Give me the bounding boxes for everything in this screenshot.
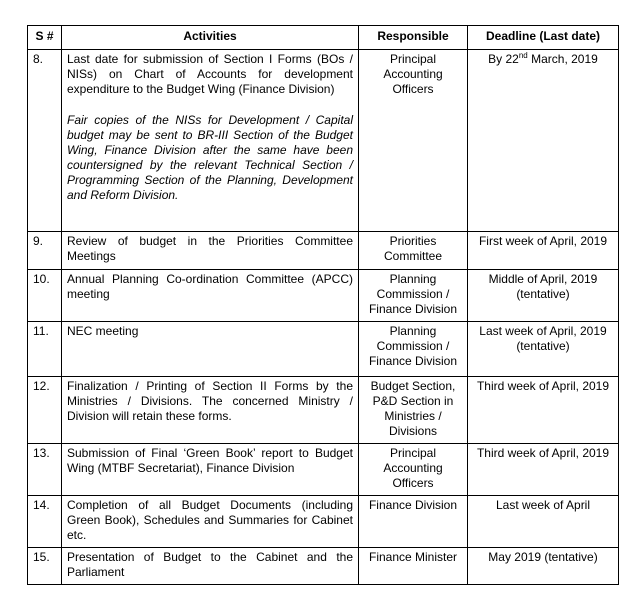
- row-activity: Submission of Final ‘Green Book’ report to Budget Wing (MTBF Secretariat), Finance Division: [62, 444, 359, 496]
- table-row: [28, 548, 619, 585]
- row-activity: NEC meeting: [62, 322, 359, 377]
- row-sn: 12.: [28, 377, 62, 444]
- row-responsible: Finance Division: [359, 496, 468, 548]
- row-deadline: First week of April, 2019: [468, 232, 619, 270]
- header-row: [28, 26, 619, 50]
- header-sn: S #: [28, 26, 62, 50]
- deadline-sup: nd: [518, 51, 528, 60]
- row-sn: 15.: [28, 548, 62, 585]
- activity-note: Fair copies of the NISs for Development / Capital budget may be sent to BR-III Section of the Budget Wing, Finance Division after the same have been countersigned by the relevant Technical Section / Programming Section of the Planning, Development and Reform Division.: [67, 113, 353, 202]
- row-responsible: Priorities Committee: [359, 232, 468, 270]
- header-deadline: Deadline (Last date): [468, 26, 619, 50]
- row-deadline: Third week of April, 2019: [468, 444, 619, 496]
- row-activity: Finalization / Printing of Section II Forms by the Ministries / Divisions. The concerned Ministry / Division will retain these forms.: [62, 377, 359, 444]
- row-deadline: Third week of April, 2019: [468, 377, 619, 444]
- activity-text: Last date for submission of Section I Forms (BOs / NISs) on Chart of Accounts for development expenditure to the Budget Wing (Finance Division): [67, 52, 353, 96]
- budget-schedule-table: [27, 25, 619, 585]
- table-row: [28, 50, 619, 232]
- row-sn: 8.: [28, 50, 62, 232]
- deadline-post: March, 2019: [527, 52, 598, 66]
- row-responsible: Budget Section, P&D Section in Ministries / Divisions: [359, 377, 468, 444]
- row-responsible: Planning Commission / Finance Division: [359, 270, 468, 322]
- row-activity: Annual Planning Co-ordination Committee (APCC) meeting: [62, 270, 359, 322]
- row-activity: Review of budget in the Priorities Committee Meetings: [62, 232, 359, 270]
- row-deadline: Last week of April, 2019 (tentative): [468, 322, 619, 377]
- table-row: [28, 496, 619, 548]
- table-row: [28, 270, 619, 322]
- row-activity: Presentation of Budget to the Cabinet and the Parliament: [62, 548, 359, 585]
- row-deadline: [468, 50, 619, 232]
- row-responsible: Principal Accounting Officers: [359, 444, 468, 496]
- row-sn: 10.: [28, 270, 62, 322]
- row-responsible: Planning Commission / Finance Division: [359, 322, 468, 377]
- row-deadline: Middle of April, 2019 (tentative): [468, 270, 619, 322]
- row-responsible: Principal Accounting Officers: [359, 50, 468, 232]
- row-sn: 11.: [28, 322, 62, 377]
- row-deadline: May 2019 (tentative): [468, 548, 619, 585]
- row-responsible: Finance Minister: [359, 548, 468, 585]
- table-row: [28, 377, 619, 444]
- header-activities: Activities: [62, 26, 359, 50]
- row-activity: [62, 50, 359, 232]
- row-sn: 14.: [28, 496, 62, 548]
- deadline-pre: By 22: [488, 52, 519, 66]
- table-row: [28, 444, 619, 496]
- row-sn: 13.: [28, 444, 62, 496]
- table-row: [28, 322, 619, 377]
- row-activity: Completion of all Budget Documents (including Green Book), Schedules and Summaries for Cabinet etc.: [62, 496, 359, 548]
- table-row: [28, 232, 619, 270]
- row-deadline: Last week of April: [468, 496, 619, 548]
- header-responsible: Responsible: [359, 26, 468, 50]
- row-sn: 9.: [28, 232, 62, 270]
